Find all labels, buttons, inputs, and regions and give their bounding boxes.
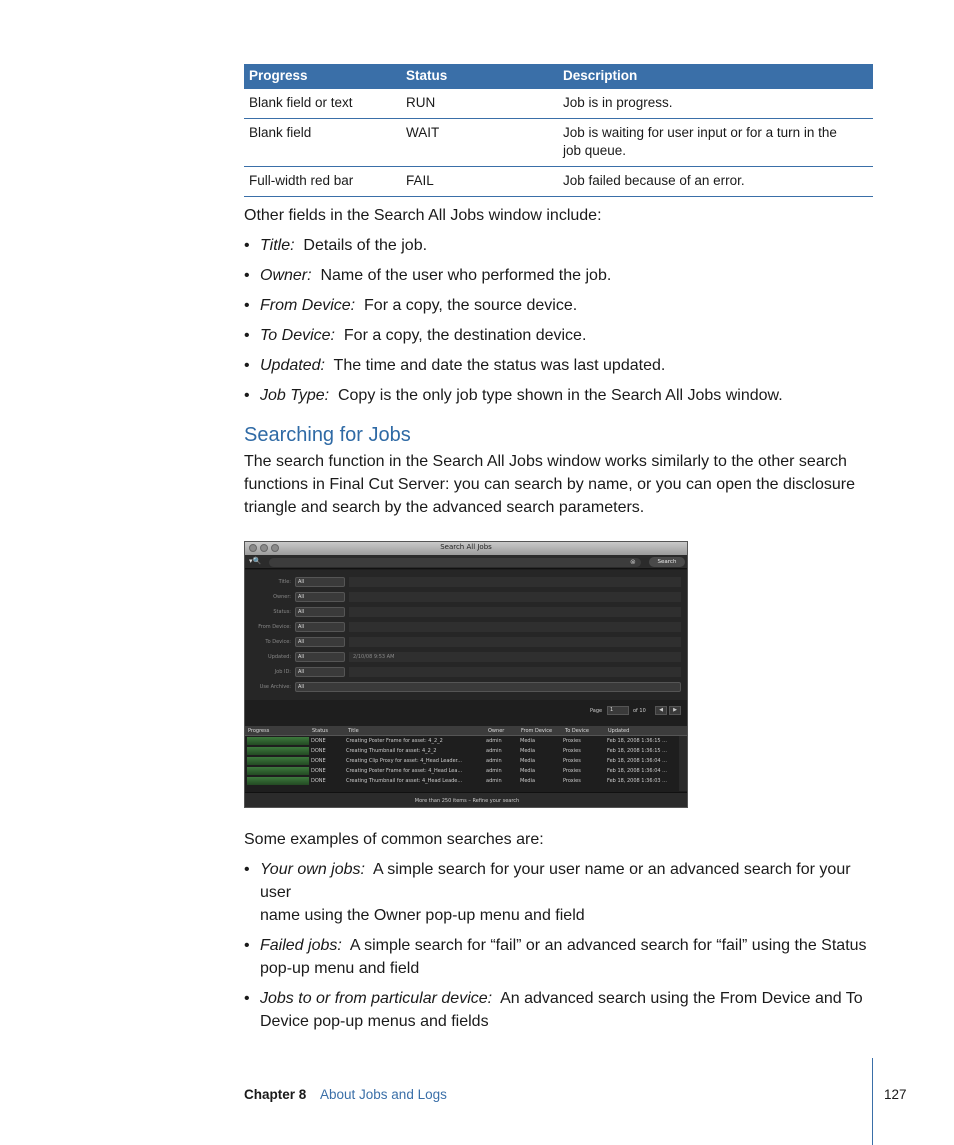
list-term: Jobs to or from particular device: xyxy=(260,990,493,1007)
job-status: DONE xyxy=(311,758,326,764)
list-desc: pop-up menu and field xyxy=(260,960,420,977)
adv-row-title xyxy=(245,576,688,588)
updated-popup[interactable]: All xyxy=(295,652,345,662)
list-term: Title: xyxy=(260,237,295,254)
status-table xyxy=(244,64,873,197)
header-description: Description xyxy=(558,64,873,88)
list-term: Owner: xyxy=(260,267,312,284)
job-to: Proxies xyxy=(563,738,581,744)
adv-row-updated xyxy=(245,651,688,663)
progress-bar xyxy=(247,757,309,765)
search-all-jobs-window xyxy=(244,541,688,808)
adv-label: Job ID: xyxy=(274,669,291,675)
job-title: Creating Clip Proxy for asset: 4_Head Leader... xyxy=(346,758,463,764)
paragraph-line: triangle and search by the advanced search parameters. xyxy=(244,499,645,516)
section-heading: Searching for Jobs xyxy=(244,424,411,446)
job-id-field[interactable] xyxy=(349,667,681,677)
adv-row-status xyxy=(245,606,688,618)
job-owner: admin xyxy=(486,778,502,784)
list-item xyxy=(244,234,874,257)
advanced-search-panel xyxy=(245,570,688,700)
job-owner: admin xyxy=(486,748,502,754)
job-owner: admin xyxy=(486,738,502,744)
table-row xyxy=(244,166,873,196)
list-item xyxy=(244,934,874,980)
window-title: Search All Jobs xyxy=(440,543,492,551)
job-owner: admin xyxy=(486,768,502,774)
job-title: Creating Thumbnail for asset: 4_2_2 xyxy=(346,748,437,754)
list-desc: For a copy, the source device. xyxy=(364,297,578,314)
page-label: Page xyxy=(590,708,603,714)
adv-row-to-device xyxy=(245,636,688,648)
list-desc: A simple search for “fail” or an advanced search for “fail” using the Status xyxy=(349,937,867,954)
list-desc: An advanced search using the From Device and To xyxy=(500,990,863,1007)
table-row[interactable] xyxy=(245,776,688,786)
jobs-table-header xyxy=(245,726,688,736)
next-page-button[interactable]: ▶ xyxy=(669,706,681,715)
examples-intro: Some examples of common searches are: xyxy=(244,831,544,848)
list-desc: The time and date the status was last updated. xyxy=(333,357,666,374)
column-header[interactable]: To Device xyxy=(565,728,589,734)
to-device-field[interactable] xyxy=(349,637,681,647)
job-to: Proxies xyxy=(563,778,581,784)
progress-bar xyxy=(247,767,309,775)
pager xyxy=(245,705,688,717)
updated-field[interactable]: 2/10/08 9:53 AM xyxy=(349,652,681,662)
job-updated: Feb 18, 2008 1:36:04 ... xyxy=(607,758,667,764)
bullet-icon: • xyxy=(244,387,250,404)
adv-row-from-device xyxy=(245,621,688,633)
bullet-icon: • xyxy=(244,267,250,284)
bullet-icon: • xyxy=(244,297,250,314)
footer-chapter: Chapter 8 xyxy=(244,1087,307,1102)
page-number: 127 xyxy=(884,1087,907,1102)
list-term: To Device: xyxy=(260,327,335,344)
window-titlebar xyxy=(245,542,687,555)
column-header[interactable]: Updated xyxy=(608,728,630,734)
job-id-popup[interactable]: All xyxy=(295,667,345,677)
owner-field[interactable] xyxy=(349,592,681,602)
column-header[interactable]: Title xyxy=(348,728,359,734)
table-row[interactable] xyxy=(245,736,688,746)
list-desc: A simple search for your user name or an advanced search for your user xyxy=(260,861,851,901)
list-item xyxy=(244,858,874,927)
adv-label: Title: xyxy=(278,579,291,585)
adv-label: To Device: xyxy=(265,639,291,645)
list-desc: Copy is the only job type shown in the Search All Jobs window. xyxy=(337,387,783,404)
header-status: Status xyxy=(401,64,558,88)
column-header[interactable]: Status xyxy=(312,728,328,734)
job-title: Creating Thumbnail for asset: 4_Head Leade... xyxy=(346,778,463,784)
job-from: Media xyxy=(520,758,536,764)
footer-divider xyxy=(872,1058,873,1145)
list-item xyxy=(244,324,874,347)
window-status-bar: More than 250 items – Refine your search xyxy=(245,792,688,808)
status-popup[interactable]: All xyxy=(295,607,345,617)
list-term: Failed jobs: xyxy=(260,937,342,954)
status-field[interactable] xyxy=(349,607,681,617)
to-device-popup[interactable]: All xyxy=(295,637,345,647)
job-updated: Feb 18, 2008 1:36:04 ... xyxy=(607,768,667,774)
examples-list xyxy=(244,858,874,1040)
list-desc: For a copy, the destination device. xyxy=(343,327,587,344)
list-item xyxy=(244,987,874,1033)
job-status: DONE xyxy=(311,738,326,744)
table-header-row xyxy=(244,64,873,88)
bullet-icon: • xyxy=(244,861,250,878)
adv-label: Owner: xyxy=(273,594,291,600)
job-status: DONE xyxy=(311,748,326,754)
progress-bar xyxy=(247,777,309,785)
adv-row-owner xyxy=(245,591,688,603)
job-to: Proxies xyxy=(563,768,581,774)
bullet-icon: • xyxy=(244,357,250,374)
list-desc: Device pop-up menus and fields xyxy=(260,1013,489,1030)
column-header[interactable]: Progress xyxy=(248,728,270,734)
table-cell: Job is waiting for user input or for a turn in the job queue. xyxy=(558,118,873,166)
owner-popup[interactable]: All xyxy=(295,592,345,602)
job-from: Media xyxy=(520,778,536,784)
search-button[interactable]: Search xyxy=(649,557,685,567)
bullet-icon: • xyxy=(244,327,250,344)
progress-bar xyxy=(247,747,309,755)
page-stepper[interactable]: 1 xyxy=(607,706,629,715)
search-bar xyxy=(245,555,687,569)
bullet-icon: • xyxy=(244,937,250,954)
jobs-table-body xyxy=(245,736,688,786)
title-field[interactable] xyxy=(349,577,681,587)
header-progress: Progress xyxy=(244,64,401,88)
prev-page-button[interactable]: ◀ xyxy=(655,706,667,715)
job-from: Media xyxy=(520,748,536,754)
list-item xyxy=(244,354,874,377)
intro-text: Other fields in the Search All Jobs window include: xyxy=(244,207,602,224)
job-status: DONE xyxy=(311,778,326,784)
list-item xyxy=(244,384,874,407)
table-row xyxy=(244,88,873,118)
table-cell: RUN xyxy=(401,88,558,118)
use-archive-popup[interactable]: All xyxy=(295,682,681,692)
search-input[interactable] xyxy=(269,558,641,567)
adv-label: Updated: xyxy=(268,654,291,660)
page-count: of 10 xyxy=(633,708,646,714)
job-title: Creating Poster Frame for asset: 4_2_2 xyxy=(346,738,443,744)
table-row[interactable] xyxy=(245,766,688,776)
jobs-scrollbar[interactable] xyxy=(679,736,687,791)
table-row xyxy=(244,118,873,166)
adv-label: From Device: xyxy=(258,624,291,630)
adv-label: Use Archive: xyxy=(259,684,291,690)
adv-label: Status: xyxy=(273,609,291,615)
table-cell: FAIL xyxy=(401,166,558,196)
table-cell: Full-width red bar xyxy=(244,166,401,196)
list-desc: name using the Owner pop-up menu and field xyxy=(260,907,585,924)
clear-search-icon[interactable]: ⊗ xyxy=(630,558,636,566)
job-owner: admin xyxy=(486,758,502,764)
footer-chapter-title: About Jobs and Logs xyxy=(320,1087,447,1102)
list-term: Updated: xyxy=(260,357,325,374)
progress-bar xyxy=(247,737,309,745)
section-paragraph xyxy=(244,450,884,519)
column-header[interactable]: From Device xyxy=(521,728,553,734)
from-device-popup[interactable]: All xyxy=(295,622,345,632)
table-cell: Job failed because of an error. xyxy=(558,166,873,196)
adv-row-use-archive xyxy=(245,681,688,693)
job-updated: Feb 18, 2008 1:36:15 ... xyxy=(607,738,667,744)
fields-list xyxy=(244,234,874,414)
table-cell: WAIT xyxy=(401,118,558,166)
job-to: Proxies xyxy=(563,748,581,754)
table-cell: Blank field or text xyxy=(244,88,401,118)
job-updated: Feb 18, 2008 1:36:15 ... xyxy=(607,748,667,754)
job-to: Proxies xyxy=(563,758,581,764)
column-header[interactable]: Owner xyxy=(488,728,505,734)
bullet-icon: • xyxy=(244,237,250,254)
list-item xyxy=(244,294,874,317)
table-row[interactable] xyxy=(245,746,688,756)
job-status: DONE xyxy=(311,768,326,774)
list-term: From Device: xyxy=(260,297,356,314)
paragraph-line: functions in Final Cut Server: you can search by name, or you can open the disclosure xyxy=(244,476,855,493)
search-icon[interactable]: ▾🔍 xyxy=(249,557,262,565)
list-term: Your own jobs: xyxy=(260,861,365,878)
list-item xyxy=(244,264,874,287)
list-term: Job Type: xyxy=(260,387,330,404)
job-title: Creating Poster Frame for asset: 4_Head Lea... xyxy=(346,768,463,774)
paragraph-line: The search function in the Search All Jobs window works similarly to the other search xyxy=(244,453,847,470)
job-from: Media xyxy=(520,768,536,774)
bullet-icon: • xyxy=(244,990,250,1007)
job-updated: Feb 18, 2008 1:36:03 ... xyxy=(607,778,667,784)
adv-row-job-id xyxy=(245,666,688,678)
list-desc: Name of the user who performed the job. xyxy=(320,267,612,284)
job-from: Media xyxy=(520,738,536,744)
list-desc: Details of the job. xyxy=(303,237,428,254)
table-row[interactable] xyxy=(245,756,688,766)
from-device-field[interactable] xyxy=(349,622,681,632)
table-cell: Blank field xyxy=(244,118,401,166)
title-popup[interactable]: All xyxy=(295,577,345,587)
table-cell: Job is in progress. xyxy=(558,88,873,118)
